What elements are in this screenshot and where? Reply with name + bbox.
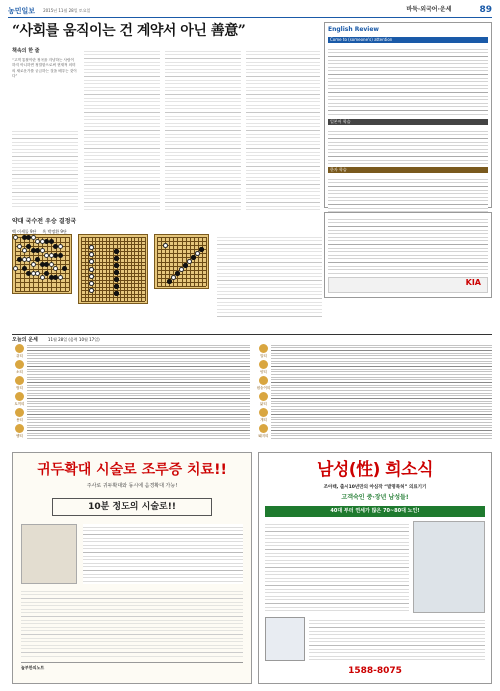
ad-left-time: 10분 정도의 시술로!! bbox=[52, 498, 212, 516]
go-stone bbox=[167, 279, 172, 284]
go-stone bbox=[58, 244, 63, 249]
baduk-section bbox=[12, 218, 322, 322]
go-stone bbox=[114, 249, 119, 254]
go-stone bbox=[114, 256, 119, 261]
ad-left bbox=[12, 452, 252, 684]
ad-right-headline: 남성(性) 희소식 bbox=[316, 460, 434, 480]
go-stone bbox=[62, 266, 67, 271]
go-stone bbox=[89, 252, 94, 257]
box-quote: “고객 통찰이란 정곡을 겨냥하는 사람이 하지 아니하면 정말함으로써 현재적 의미의 새로운가를 궁금하는 것을 배우는 것이다” bbox=[12, 57, 77, 78]
fortune-row: 용띠 bbox=[12, 407, 250, 423]
column-header bbox=[12, 22, 322, 40]
go-stone bbox=[40, 248, 45, 253]
go-stone bbox=[114, 284, 119, 289]
go-stone bbox=[89, 281, 94, 286]
go-stone bbox=[195, 251, 200, 256]
ad-right-sub2: 고객숙인 중·장년 남성들! bbox=[341, 494, 409, 501]
go-stone bbox=[31, 262, 36, 267]
fortune-section bbox=[12, 334, 492, 446]
go-stone bbox=[114, 263, 119, 268]
japanese-body bbox=[328, 128, 488, 164]
doctor-photo bbox=[21, 524, 77, 584]
section-title: 바둑·외국어·운세 bbox=[406, 6, 452, 14]
ad-right-body bbox=[265, 521, 409, 613]
fortune-row: 닭띠 bbox=[256, 391, 492, 407]
ad-left-footer: 놀부한의노트 bbox=[21, 662, 243, 670]
fortune-row: 범띠 bbox=[12, 375, 250, 391]
go-stone bbox=[58, 275, 63, 280]
go-stone bbox=[40, 275, 45, 280]
ad-left-sub: 주사로 귀두확대와 동시에 음경확대 가능! bbox=[86, 482, 178, 489]
box-title: 책속의 한 줄 bbox=[12, 48, 40, 54]
go-stone bbox=[17, 244, 22, 249]
column-body-2 bbox=[84, 48, 160, 210]
black-player: 흑 박정환 9단 bbox=[42, 229, 67, 235]
ad-right-phone: 1588-8075 bbox=[348, 665, 402, 676]
baduk-title: 약대 국수전 우승 결정국 bbox=[12, 218, 77, 225]
device-photo bbox=[265, 617, 305, 661]
ad-right bbox=[258, 452, 492, 684]
go-stone bbox=[49, 239, 54, 244]
fortune-date: 11월 28일 (음력 10월 17일) bbox=[47, 337, 100, 342]
go-stone bbox=[26, 244, 31, 249]
fortune-row: 원숭이띠 bbox=[256, 375, 492, 391]
go-stone bbox=[13, 266, 18, 271]
go-stone bbox=[17, 257, 22, 262]
go-stone bbox=[35, 257, 40, 262]
english-title: English Review bbox=[328, 26, 379, 33]
baduk-commentary bbox=[217, 234, 322, 318]
go-stone bbox=[163, 243, 168, 248]
fortune-right bbox=[256, 343, 492, 443]
go-stone bbox=[26, 271, 31, 276]
hanja-bar: 한자 학습 bbox=[328, 167, 488, 173]
go-stone bbox=[89, 267, 94, 272]
go-stone bbox=[53, 244, 58, 249]
newspaper-logo: 농민일보 bbox=[8, 5, 36, 15]
go-stone bbox=[199, 247, 204, 252]
white-player: 백 이세돌 9단 bbox=[12, 229, 37, 235]
fortune-row: 소띠 bbox=[12, 359, 250, 375]
fortune-row: 돼지띠 bbox=[256, 423, 492, 439]
ad-left-headline: 귀두확대 시술로 조루증 치료!! bbox=[37, 462, 227, 478]
go-stone bbox=[49, 253, 54, 258]
go-stone bbox=[44, 262, 49, 267]
go-stone bbox=[183, 263, 188, 268]
go-board-main bbox=[78, 234, 148, 304]
fortune-row: 뱀띠 bbox=[12, 423, 250, 439]
go-stone bbox=[26, 257, 31, 262]
go-stone bbox=[89, 259, 94, 264]
go-stone bbox=[35, 248, 40, 253]
english-review bbox=[324, 22, 492, 208]
column-title: “사회를 움직이는 건 계약서 아닌 善意” bbox=[12, 23, 246, 39]
quote-box bbox=[12, 48, 78, 126]
go-stone bbox=[89, 274, 94, 279]
fortune-row: 개띠 bbox=[256, 407, 492, 423]
english-body bbox=[328, 46, 488, 116]
go-stone bbox=[187, 259, 192, 264]
elder-photo bbox=[413, 521, 485, 613]
go-stone bbox=[89, 288, 94, 293]
go-stone bbox=[58, 253, 63, 258]
ad-left-body bbox=[83, 524, 243, 584]
go-stone bbox=[191, 255, 196, 260]
column-body-3 bbox=[165, 48, 241, 210]
fortune-row: 양띠 bbox=[256, 359, 492, 375]
fortune-row: 말띠 bbox=[256, 343, 492, 359]
go-stone bbox=[26, 235, 31, 240]
english-subtitle: Come to (someone's) attention bbox=[328, 37, 488, 43]
go-stone bbox=[13, 235, 18, 240]
issue-date: 2015년 11월 28일 토요일 bbox=[43, 7, 91, 13]
kia-logo: KIA bbox=[328, 277, 488, 293]
column-body-1 bbox=[12, 128, 78, 208]
go-stone bbox=[179, 267, 184, 272]
go-board-small bbox=[12, 234, 72, 294]
go-stone bbox=[22, 248, 27, 253]
ad-right-sub: 조아텍, 출시10년만의 야심작 “발명특허” 의료기기 bbox=[323, 484, 427, 490]
page-number: 89 bbox=[479, 5, 492, 16]
go-stone bbox=[114, 291, 119, 296]
fortune-row: 쥐띠 bbox=[12, 343, 250, 359]
fortune-title: 오늘의 운세 bbox=[12, 337, 38, 343]
ad-right-age: 40대 부터 연세가 많은 70~80대 노인! bbox=[265, 506, 485, 517]
hanja-lines bbox=[328, 216, 488, 274]
go-stone bbox=[53, 266, 58, 271]
page-header bbox=[8, 4, 492, 18]
go-stone bbox=[44, 271, 49, 276]
go-stone bbox=[114, 270, 119, 275]
go-board-ref bbox=[154, 234, 209, 289]
go-stone bbox=[53, 275, 58, 280]
ad-left-details bbox=[21, 588, 243, 658]
go-stone bbox=[40, 239, 45, 244]
ad-right-details bbox=[309, 617, 485, 661]
fortune-row: 토끼띠 bbox=[12, 391, 250, 407]
go-stone bbox=[89, 245, 94, 250]
japanese-bar: 일본어 학습 bbox=[328, 119, 488, 125]
go-stone bbox=[114, 277, 119, 282]
go-stone bbox=[35, 271, 40, 276]
column-body-4 bbox=[246, 48, 320, 210]
hanja-box bbox=[324, 212, 492, 298]
go-stone bbox=[22, 266, 27, 271]
fortune-left bbox=[12, 343, 250, 443]
hanja-body bbox=[328, 176, 488, 212]
